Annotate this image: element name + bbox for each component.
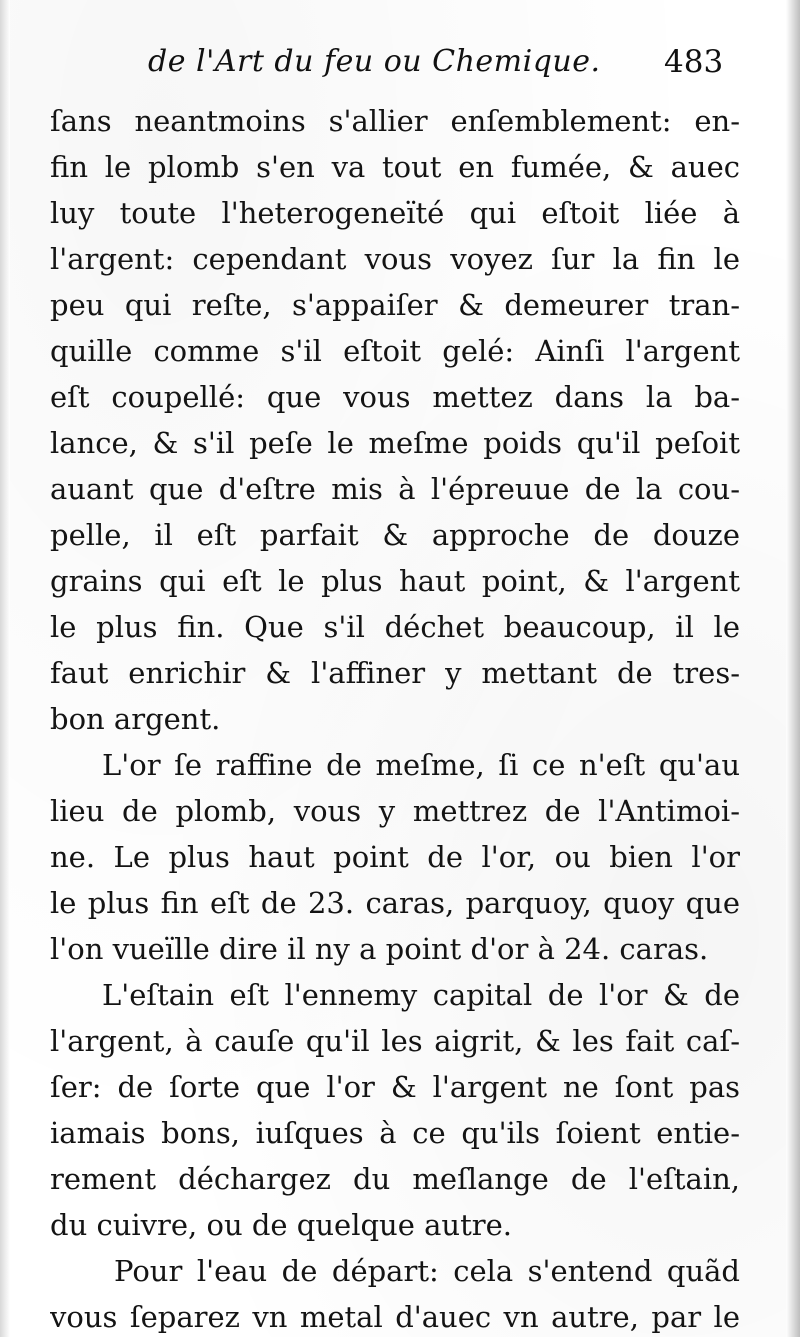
paragraph-first-line: L'or ſe raffine de meſme, ſi ce n'eſt qu'au [102,748,740,782]
paragraph-first-line: L'eſtain eſt l'ennemy capital de l'or & de [102,978,740,1012]
text-line: eſt coupellé: que vous mettez dans la ba- [50,380,740,414]
text-line: ne. Le plus haut point de l'or, ou bien l'or [50,840,740,874]
text-line: l'argent: cependant vous voyez ſur la fin le [50,242,740,276]
running-head [148,44,748,94]
running-title: de l'Art du feu ou Chemique. [148,44,601,79]
text-line: iamais bons, iuſques à ce qu'ils ſoient entie- [50,1116,740,1150]
text-line: peu qui reſte, s'appaiſer & demeurer tran- [50,288,740,322]
text-line: fin le plomb s'en va tout en fumée, & auec [50,150,740,184]
text-line: ſans neantmoins s'allier enſemblement: en- [50,104,740,138]
text-line: rement déchargez du meſlange de l'eſtain, [50,1162,740,1196]
text-line: faut enrichir & l'affiner y mettant de tres- [50,656,740,690]
page-edge-shadow [786,0,800,1337]
paragraph-first-line: Pour l'eau de départ: cela s'entend quãd [114,1254,740,1288]
text-line: l'argent, à cauſe qu'il les aigrit, & les fait caſ- [50,1024,740,1058]
text-line: pelle, il eſt parfait & approche de douze [50,518,740,552]
text-line: l'on vueïlle dire il ny a point d'or à 24. caras. [50,932,709,966]
text-line: quille comme s'il eſtoit gelé: Ainſi l'argent [50,334,740,368]
text-line: du cuivre, ou de quelque autre. [50,1208,512,1242]
text-line: lieu de plomb, vous y mettrez de l'Antimoi- [50,794,740,828]
text-line: le plus fin. Que s'il déchet beaucoup, il le [50,610,740,644]
text-line: le plus fin eſt de 23. caras, parquoy, quoy que [50,886,740,920]
page-gutter-shadow [0,0,10,1337]
page-number: 483 [664,44,724,80]
text-line: bon argent. [50,702,221,736]
body-text [50,98,740,1337]
text-line: lance, & s'il peſe le meſme poids qu'il peſoit [50,426,740,460]
text-line: vous ſeparez vn metal d'auec vn autre, par le [50,1300,740,1334]
text-line: grains qui eſt le plus haut point, & l'argent [50,564,740,598]
text-line: auant que d'eſtre mis à l'épreuue de la cou- [50,472,740,506]
text-line: ſer: de ſorte que l'or & l'argent ne ſont pas [50,1070,740,1104]
text-line: luy toute l'heterogeneïté qui eſtoit liée à [50,196,740,230]
